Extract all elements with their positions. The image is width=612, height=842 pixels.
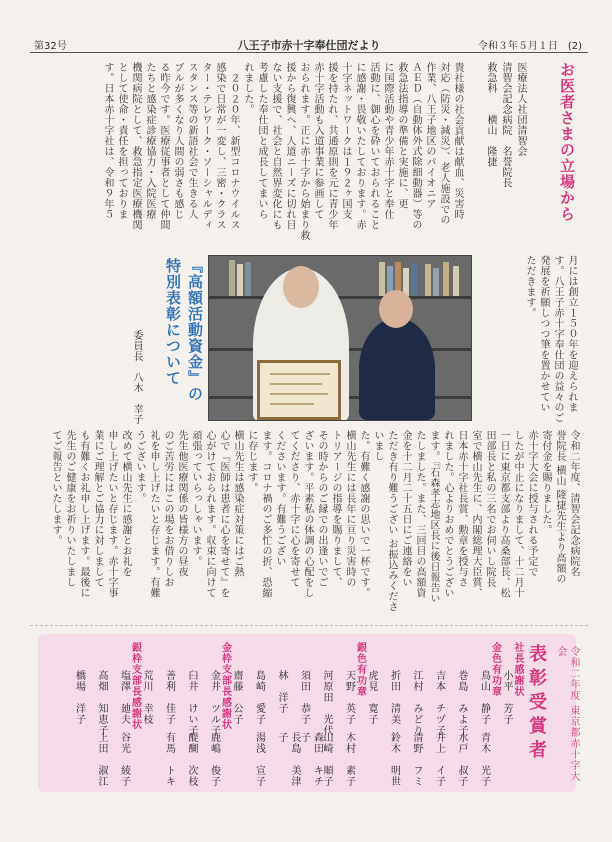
text-line: 誉院長 横山 隆捷先生より高額の (554, 430, 565, 585)
award-recipient: 湯浅 宣子 (253, 732, 265, 787)
text-line: ＡＥＤ（自動体外式除細動器）等の (410, 62, 421, 230)
award-recipient: 吉本 チヅ子 (433, 670, 445, 736)
award-recipient: 須田 恭子 (298, 670, 310, 725)
award-recipient: 臼井 けい子 (186, 670, 197, 736)
text-line: 業にご理解とご協力に対しまして (92, 430, 103, 588)
award-recipient: 金井 ツル子 (208, 670, 220, 736)
text-line: 心がけておられます。収束に向けて (204, 430, 215, 598)
text-line: スタンス等の新語社会で生きる人 (186, 62, 197, 220)
text-line: ない支援で、社会と自然界変化にも (270, 62, 281, 230)
text-line: 赤十字大会に授与される予定で (526, 430, 537, 577)
text-line: た。有難く感謝の思いで一杯です。 (358, 430, 369, 598)
text-line: くださいます。有難うござい (274, 430, 285, 567)
text-line: ブルが多くなり人間の弱さも感じ (172, 62, 183, 220)
award-recipient: 有馬 トキ (163, 732, 175, 787)
special-article-body (34, 430, 580, 618)
award-recipient: 島崎 愛子 (253, 670, 265, 725)
text-line: のご苦労にはこの場をお借りしお (162, 430, 173, 588)
awards-box (38, 634, 579, 792)
award-recipient: 木村 素子 (343, 732, 355, 787)
text-line: 日本赤十字社長賞、勲章を授与さ (456, 430, 467, 588)
award-recipient: 水戸 叔子 (456, 732, 467, 787)
title-line: お医者さまの立場から (558, 62, 576, 222)
award-recipient: 虎見 寛子 (366, 670, 377, 725)
doctor-head (283, 266, 319, 308)
text-line: ます。『石森孝志地区長に後日報告い (428, 430, 439, 604)
text-line: 援を持たれ、共通原則を元に青少年 (326, 62, 337, 230)
text-line: ２０２０年、新型コロナウイルス (228, 62, 239, 230)
text-line: す。八王子赤十字奉仕団の益々のご (552, 255, 563, 423)
author-line: 委員長 八木 幸子 (131, 330, 142, 425)
award-recipient: 天野 英子 (343, 670, 355, 725)
recipient-figure (359, 318, 435, 420)
text-line: 頑張っていらっしゃいます。 (190, 430, 201, 567)
doctor-article-title (532, 62, 578, 252)
award-photo (208, 255, 472, 421)
award-recipient: 江村 みどり (411, 670, 422, 736)
text-line: 先生のご健康をお祈りいたしまし (64, 430, 75, 588)
award-recipient: 河原田 光代 (321, 670, 332, 736)
text-line: 金を十二月二十五日にご連絡をい (400, 430, 411, 588)
special-article-author (122, 330, 144, 425)
text-line: として使命・責任を担っておりま (116, 62, 127, 220)
text-line: れました。 (242, 62, 253, 115)
award-recipient: 青木 光子 (478, 732, 490, 787)
text-line: 月には創立１５０年を迎えられま (566, 255, 577, 413)
title-line: 『高額活動資金』の (186, 258, 204, 402)
text-line: 活動に、御心を砕いておられること (368, 62, 379, 230)
text-line: 申し上げたいと存じます。赤十字事 (106, 430, 117, 598)
award-recipient: 善利 佳子 (163, 670, 175, 725)
doctor-article-body (36, 62, 464, 248)
text-line: その時からのご縁での出逢いでご (316, 430, 327, 588)
text-line: うございます。 (134, 430, 145, 504)
text-line: 赤十字活動も入道事業に参画して (312, 62, 323, 220)
text-line: 心で『医師は患者に心を寄せて』を (218, 430, 229, 598)
text-line: 寄付金を賜りました。 (540, 430, 551, 535)
author-line: 救急科 横山 隆捷 (485, 62, 496, 167)
award-recipient: 折田 清美 (388, 670, 400, 725)
recipient-head (379, 290, 413, 328)
award-recipient: 谷光 綾子 (118, 732, 130, 787)
award-recipient: 森田 キチ子 (298, 732, 323, 787)
award-recipient: 荒川 幸枝 (141, 670, 152, 725)
text-line: ます。コロナ禍のご多忙の折、恐縮 (260, 430, 271, 598)
text-line: たしました。また、三回目の高額資 (414, 430, 425, 598)
text-line: 感染で日常が一変し、三密・クラス (214, 62, 225, 230)
text-line: 横山先生は感染症対策にはご熱 (232, 430, 243, 577)
award-recipient: 小平 芳子 (501, 670, 512, 725)
award-recipient: 高畑 知恵子 (96, 670, 107, 736)
author-line: 清智会記念病院 名誉院長 (500, 62, 511, 188)
issue-number: 第32号 (34, 41, 67, 52)
award-recipient: 清野 フミ (411, 732, 422, 787)
text-line: 作業、八王子地区のパイオニア (424, 62, 435, 209)
awards-subtitle: 令和二年度 東京都赤十字大会 (555, 646, 579, 783)
text-line: 室で横山先生に、内閣総理大臣賞、 (470, 430, 481, 598)
author-line: 医療法人社団清智会 (515, 62, 526, 157)
doctor-article-body-continued (472, 255, 578, 425)
text-line: 十字ネットワークは１９２ヶ国支 (340, 62, 351, 220)
award-category: 社長感謝状 (512, 642, 523, 697)
award-recipient: 塩澤 廸夫 (118, 670, 130, 725)
award-category: 金色有功章 (489, 642, 501, 697)
award-recipient: 井上 イ子 (433, 732, 445, 787)
text-line: 対応（防災・減災）、老人施設での (438, 62, 449, 225)
section-divider (30, 625, 588, 626)
text-line: 貴社様の社会貢献は献血、災害時 (452, 62, 463, 220)
award-recipient: 齋藤 公子 (231, 670, 242, 725)
award-recipient: 巻島 みよ子 (456, 670, 467, 736)
text-line: 改めて横山先生に感謝とお礼を (120, 430, 131, 577)
text-line: 発展を祈願しつつ筆を置かせてい (538, 255, 549, 413)
text-line: ただき有り難うござい お振込みくださいまし (372, 430, 397, 613)
text-line: 令和二年度、清智会記念病院名 (568, 430, 579, 577)
issue-date: 令和３年５月１日 (2) (477, 41, 582, 52)
text-line: ター・テレワーク・ソーシャルディ (200, 62, 211, 230)
text-line: おられます。正に赤十字から始まり救 (298, 62, 309, 241)
title-line: 特別表彰について (164, 258, 182, 386)
award-category: 銀枠支部長感謝状 (129, 642, 141, 730)
award-category: 銀色有功章 (354, 642, 366, 697)
certificate-frame (257, 360, 341, 420)
award-recipient: 鹿嶋 俊子 (208, 732, 220, 787)
text-line: 機関病院として、救急指定医療機関 (130, 62, 141, 230)
award-recipient: 鈴木 明世 (388, 732, 400, 787)
award-category: 金枠支部長感謝状 (219, 642, 231, 730)
award-recipient: 林 洋子 (276, 670, 287, 714)
text-line: に存じます。 (246, 430, 257, 493)
special-article-title (156, 258, 206, 426)
award-recipient: 山崎 順子 (321, 732, 332, 787)
text-line: る昨今です。医療従事者として仲間 (158, 62, 169, 230)
text-line: 田部長と私の三名でお伺いし院長 (484, 430, 495, 588)
page-header (30, 34, 588, 53)
award-recipient: 醍醐 次枝 (186, 732, 197, 787)
text-line: てご報告といたします。 (50, 430, 61, 546)
awards-title: 表彰受賞者 (526, 644, 547, 764)
award-recipient: 橋場 洋子 (73, 670, 85, 725)
award-recipient: 長島 美津子 (276, 732, 300, 787)
text-line: す。日本赤十字社は、令和９年５ (102, 62, 113, 220)
text-line: てくださり、赤十字に心を寄せて (288, 430, 299, 588)
doctor-article-author (468, 62, 528, 252)
text-line: 先生他医療関係の皆様方の昼夜 (176, 430, 187, 577)
text-line: したが中止になりまして、十二月十 (512, 430, 523, 598)
text-line: に国際活動や青少年赤十字と奉仕 (382, 62, 393, 220)
text-line: トリアージの指導を賜りまして、 (330, 430, 341, 588)
text-line: たちと感染症診療協力・入院医療 (144, 62, 155, 220)
text-line: ざいます。平素私の体調の心配をし (302, 430, 313, 598)
text-line: 援から復興へ、人道ニーズに切れ目 (284, 62, 295, 230)
text-line: れました。心よりおめでとうござい (442, 430, 453, 598)
award-recipient: 上田 淑江 (96, 732, 107, 787)
text-line: に感謝・畏敬いたしております。赤 (354, 62, 365, 230)
text-line: 礼を申し上げたいと存じます。有難 (148, 430, 159, 598)
text-line: も有難くお礼申し上げます。最後に (78, 430, 89, 598)
text-line: ただきます。 (524, 255, 535, 318)
text-line: 一日に東京都支部より高桑部長、松 (498, 430, 509, 598)
text-line: 救急法指導の準備と実施に、更 (396, 62, 407, 209)
text-line: 横山先生には長年に亘り災害時の (344, 430, 355, 588)
text-line: 考慮した奉仕団と成長してまいら (256, 62, 267, 220)
newsletter-title: 八王子市赤十字奉仕団だより (237, 39, 381, 52)
award-recipient: 鳥山 静子 (478, 670, 490, 725)
